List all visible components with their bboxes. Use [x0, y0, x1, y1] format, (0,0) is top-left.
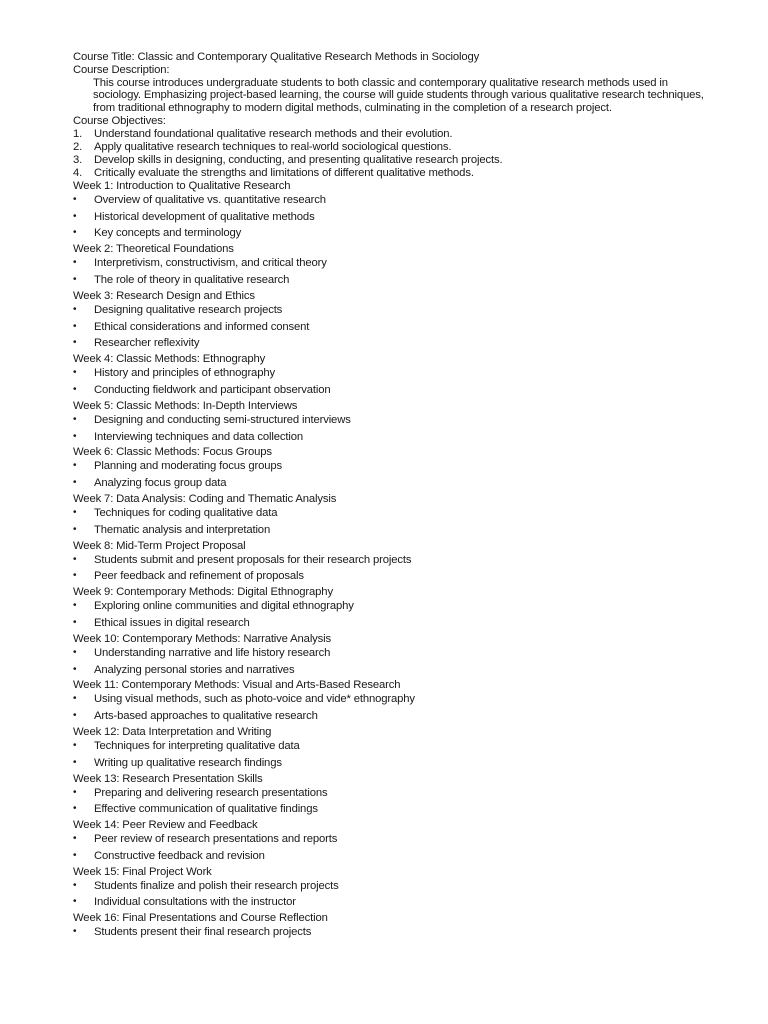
week-topics-list	[73, 646, 713, 680]
week-topics-list	[73, 366, 713, 400]
objective-number: 3.	[73, 153, 83, 166]
topic-text: Peer feedback and refinement of proposals	[94, 570, 304, 583]
topic-item	[73, 709, 713, 726]
topic-text: Individual consultations with the instructor	[94, 896, 296, 909]
description-line: sociology. Emphasizing project-based learning, the course will guide students through various qualitative research techniques,	[93, 89, 704, 102]
description-line: This course introduces undergraduate students to both classic and contemporary qualitative research methods used in	[93, 76, 668, 89]
topic-item	[73, 459, 713, 476]
topic-text: Interviewing techniques and data collection	[94, 430, 303, 443]
topic-item	[73, 273, 713, 290]
topic-item	[73, 366, 713, 383]
bullet-icon: •	[73, 523, 77, 535]
topic-text: Ethical issues in digital research	[94, 616, 250, 629]
bullet-icon: •	[73, 710, 77, 722]
topic-item	[73, 569, 713, 586]
syllabus-document	[73, 51, 713, 942]
objective-item	[73, 128, 713, 141]
week-section	[73, 180, 713, 243]
bullet-icon: •	[73, 896, 77, 908]
topic-text: Understanding narrative and life history research	[94, 646, 331, 659]
week-topics-list	[73, 459, 713, 493]
week-section	[73, 540, 713, 587]
topic-text: Effective communication of qualitative findings	[94, 803, 318, 816]
week-topics-list	[73, 193, 713, 243]
week-section	[73, 866, 713, 913]
objective-item	[73, 154, 713, 167]
bullet-icon: •	[73, 210, 77, 222]
topic-item	[73, 476, 713, 493]
bullet-icon: •	[73, 477, 77, 489]
bullet-icon: •	[73, 570, 77, 582]
week-section	[73, 400, 713, 447]
bullet-icon: •	[73, 786, 77, 798]
topic-item	[73, 320, 713, 337]
topic-item	[73, 523, 713, 540]
bullet-icon: •	[73, 926, 77, 938]
topic-text: Overview of qualitative vs. quantitative research	[94, 193, 326, 206]
bullet-icon: •	[73, 227, 77, 239]
bullet-icon: •	[73, 663, 77, 675]
objective-number: 1.	[73, 127, 83, 140]
topic-text: Preparing and delivering research presentations	[94, 786, 328, 799]
week-title: Week 5: Classic Methods: In-Depth Interviews	[73, 399, 298, 412]
week-title: Week 1: Introduction to Qualitative Research	[73, 179, 291, 192]
topic-item	[73, 646, 713, 663]
bullet-icon: •	[73, 849, 77, 861]
bullet-icon: •	[73, 413, 77, 425]
week-section	[73, 243, 713, 290]
bullet-icon: •	[73, 616, 77, 628]
topic-text: Designing and conducting semi-structured interviews	[94, 413, 351, 426]
week-topics-list	[73, 879, 713, 913]
week-topics-list	[73, 553, 713, 587]
course-title: Course Title: Classic and Contemporary Qualitative Research Methods in Sociology	[73, 51, 480, 63]
week-topics-list	[73, 739, 713, 773]
topic-text: Ethical considerations and informed consent	[94, 320, 310, 333]
topic-item	[73, 256, 713, 273]
bullet-icon: •	[73, 303, 77, 315]
week-section	[73, 586, 713, 633]
topic-item	[73, 832, 713, 849]
topic-item	[73, 193, 713, 210]
topic-item	[73, 879, 713, 896]
week-topics-list	[73, 925, 713, 942]
course-objectives-label: Course Objectives:	[73, 114, 166, 127]
topic-text: Writing up qualitative research findings	[94, 756, 282, 769]
objective-number: 2.	[73, 140, 83, 153]
topic-text: Interpretivism, constructivism, and critical theory	[94, 257, 327, 270]
topic-item	[73, 663, 713, 680]
topic-text: Key concepts and terminology	[94, 227, 242, 240]
week-section	[73, 290, 713, 353]
week-topics-list	[73, 413, 713, 447]
bullet-icon: •	[73, 430, 77, 442]
topic-item	[73, 430, 713, 447]
week-title: Week 11: Contemporary Methods: Visual and Arts-Based Research	[73, 679, 401, 692]
bullet-icon: •	[73, 600, 77, 612]
objective-item	[73, 141, 713, 154]
objective-text: Develop skills in designing, conducting, and presenting qualitative research projects.	[94, 153, 503, 166]
bullet-icon: •	[73, 506, 77, 518]
week-title: Week 12: Data Interpretation and Writing	[73, 725, 272, 738]
bullet-icon: •	[73, 460, 77, 472]
topic-item	[73, 210, 713, 227]
bullet-icon: •	[73, 553, 77, 565]
bullet-icon: •	[73, 273, 77, 285]
week-topics-list	[73, 256, 713, 290]
topic-text: Thematic analysis and interpretation	[94, 523, 271, 536]
topic-text: Students present their final research projects	[94, 926, 312, 939]
week-section	[73, 773, 713, 820]
topic-item	[73, 849, 713, 866]
topic-text: Using visual methods, such as photo-voice and vide* ethnography	[94, 693, 415, 706]
week-topics-list	[73, 303, 713, 353]
topic-text: Analyzing focus group data	[94, 477, 227, 490]
topic-item	[73, 506, 713, 523]
bullet-icon: •	[73, 257, 77, 269]
week-title: Week 16: Final Presentations and Course Reflection	[73, 912, 328, 925]
topic-text: Researcher reflexivity	[94, 337, 200, 350]
topic-item	[73, 802, 713, 819]
week-section	[73, 493, 713, 540]
week-title: Week 13: Research Presentation Skills	[73, 772, 263, 785]
topic-text: Constructive feedback and revision	[94, 849, 265, 862]
topic-item	[73, 553, 713, 570]
bullet-icon: •	[73, 367, 77, 379]
week-section	[73, 726, 713, 773]
week-title: Week 7: Data Analysis: Coding and Thematic Analysis	[73, 492, 337, 505]
topic-text: Students submit and present proposals for their research projects	[94, 553, 412, 566]
bullet-icon: •	[73, 646, 77, 658]
topic-text: Techniques for interpreting qualitative data	[94, 739, 300, 752]
week-topics-list	[73, 786, 713, 820]
topic-item	[73, 739, 713, 756]
topic-text: Peer review of research presentations and reports	[94, 833, 338, 846]
week-section	[73, 353, 713, 400]
objective-number: 4.	[73, 166, 83, 179]
topic-item	[73, 303, 713, 320]
week-title: Week 9: Contemporary Methods: Digital Ethnography	[73, 586, 333, 599]
week-title: Week 3: Research Design and Ethics	[73, 289, 255, 302]
week-section	[73, 819, 713, 866]
week-topics-list	[73, 599, 713, 633]
objective-text: Understand foundational qualitative research methods and their evolution.	[94, 127, 453, 140]
topic-item	[73, 925, 713, 942]
week-section	[73, 446, 713, 493]
week-title: Week 8: Mid-Term Project Proposal	[73, 539, 246, 552]
description-line: from traditional ethnography to modern digital methods, culminating in the completion of a research project.	[93, 102, 612, 115]
topic-text: Techniques for coding qualitative data	[94, 506, 278, 519]
topic-item	[73, 413, 713, 430]
week-section	[73, 679, 713, 726]
bullet-icon: •	[73, 193, 77, 205]
objective-text: Apply qualitative research techniques to real-world sociological questions.	[94, 140, 452, 153]
bullet-icon: •	[73, 833, 77, 845]
bullet-icon: •	[73, 337, 77, 349]
topic-text: Students finalize and polish their research projects	[94, 879, 339, 892]
course-description-label: Course Description:	[73, 63, 170, 76]
topic-text: Historical development of qualitative methods	[94, 210, 315, 223]
topic-text: Conducting fieldwork and participant observation	[94, 383, 331, 396]
week-topics-list	[73, 506, 713, 540]
topic-item	[73, 599, 713, 616]
topic-item	[73, 895, 713, 912]
week-title: Week 4: Classic Methods: Ethnography	[73, 353, 266, 366]
topic-text: The role of theory in qualitative research	[94, 273, 290, 286]
topic-text: Designing qualitative research projects	[94, 303, 283, 316]
week-topics-list	[73, 832, 713, 866]
week-title: Week 14: Peer Review and Feedback	[73, 819, 258, 832]
topic-text: Analyzing personal stories and narratives	[94, 663, 295, 676]
topic-item	[73, 383, 713, 400]
objective-text: Critically evaluate the strengths and limitations of different qualitative methods.	[94, 166, 474, 179]
topic-text: Arts-based approaches to qualitative research	[94, 710, 318, 723]
week-title: Week 6: Classic Methods: Focus Groups	[73, 446, 272, 459]
topic-item	[73, 786, 713, 803]
bullet-icon: •	[73, 756, 77, 768]
bullet-icon: •	[73, 383, 77, 395]
week-section	[73, 912, 713, 942]
week-title: Week 2: Theoretical Foundations	[73, 243, 234, 256]
topic-item	[73, 756, 713, 773]
topic-text: Planning and moderating focus groups	[94, 460, 283, 473]
topic-item	[73, 616, 713, 633]
topic-text: History and principles of ethnography	[94, 367, 275, 380]
objectives-list	[73, 128, 713, 180]
week-title: Week 15: Final Project Work	[73, 865, 212, 878]
weekly-schedule	[73, 180, 713, 942]
topic-item	[73, 226, 713, 243]
topic-item	[73, 692, 713, 709]
bullet-icon: •	[73, 693, 77, 705]
topic-item	[73, 336, 713, 353]
objective-item	[73, 167, 713, 180]
topic-text: Exploring online communities and digital ethnography	[94, 600, 354, 613]
course-description	[73, 77, 713, 115]
week-topics-list	[73, 692, 713, 726]
bullet-icon: •	[73, 320, 77, 332]
bullet-icon: •	[73, 879, 77, 891]
week-section	[73, 633, 713, 680]
bullet-icon: •	[73, 739, 77, 751]
bullet-icon: •	[73, 803, 77, 815]
week-title: Week 10: Contemporary Methods: Narrative Analysis	[73, 632, 332, 645]
